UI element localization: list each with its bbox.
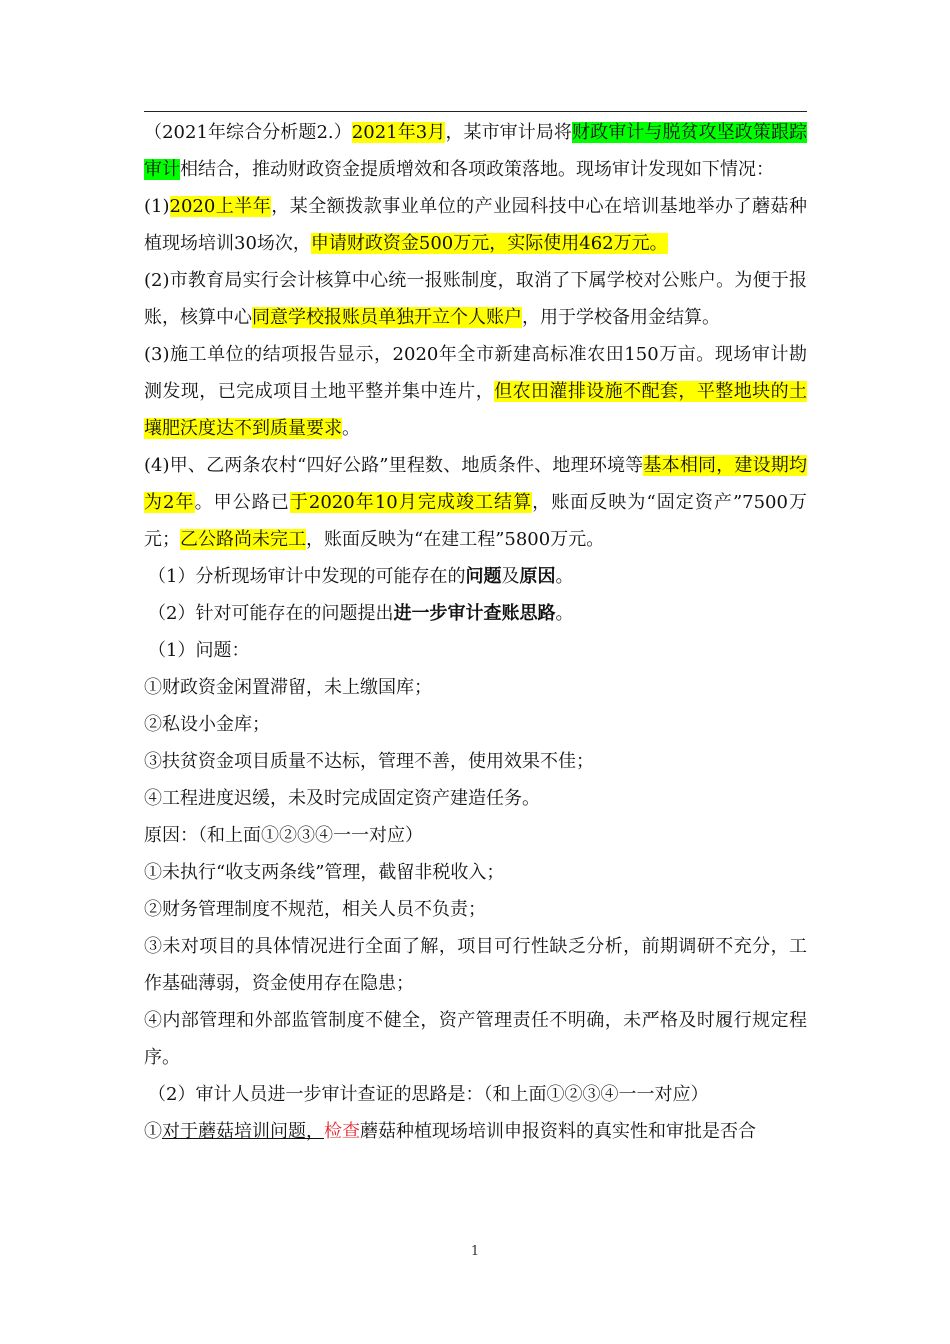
highlight: 于2020年10月完成竣工结算 [289, 492, 533, 513]
problem-item: ④工程进度迟缓，未及时完成固定资产建造任务。 [144, 788, 540, 809]
problem-item: ①财政资金闲置滞留，未上缴国库； [144, 677, 432, 698]
problem-item: ②私设小金库； [144, 714, 270, 735]
highlight: 乙公路尚未完工 [180, 529, 306, 550]
question-intro: （2021年综合分析题2.）2021年3月，某市审计局将财政审计与脱贫攻坚政策跟踪审计相结合，推动财政资金提质增效和各项政策落地。现场审计发现如下情况： [144, 122, 808, 180]
highlight-date: 2021年3月 [351, 122, 446, 143]
reason-item: ①未执行“收支两条线”管理，截留非税收入； [144, 862, 505, 883]
case-2: (2)市教育局实行会计核算中心统一报账制度，取消了下属学校对公账户。为便于报账，核算中心同意学校报账员单独开立个人账户，用于学校备用金结算。 [144, 270, 807, 328]
ideas-heading: （2）审计人员进一步审计查证的思路是：（和上面①②③④一一对应） [148, 1084, 709, 1105]
reason-item: ④内部管理和外部监管制度不健全，资产管理责任不明确，未严格及时履行规定程序。 [144, 1010, 807, 1068]
reason-item: ②财务管理制度不规范，相关人员不负责； [144, 899, 486, 920]
problems-heading: （1）问题： [148, 640, 250, 661]
highlight: 2020上半年 [169, 196, 272, 217]
reasons-heading: 原因：（和上面①②③④一一对应） [144, 825, 423, 846]
highlight: 同意学校报账员单独开立个人账户 [252, 307, 522, 328]
underlined-text: 对于蘑菇培训问题， [162, 1121, 324, 1142]
document-body [144, 114, 807, 1150]
page-number: 1 [470, 1244, 480, 1259]
header-rule [144, 111, 807, 112]
idea-item: ①对于蘑菇培训问题，检查蘑菇种植现场培训申报资料的真实性和审批是否合 [144, 1121, 756, 1142]
highlight-green: 财政审计与脱贫攻坚政策跟踪审计 [144, 122, 808, 180]
reason-item: ③未对项目的具体情况进行全面了解，项目可行性缺乏分析，前期调研不充分，工作基础薄弱，资金使用存在隐患； [144, 936, 807, 994]
highlight: 申请财政资金500万元，实际使用462万元。 [310, 233, 668, 254]
case-3: (3)施工单位的结项报告显示，2020年全市新建高标准农田150万亩。现场审计勘测发现，已完成项目土地平整并集中连片，但农田灌排设施不配套，平整地块的土壤肥沃度达不到质量要求。 [144, 344, 807, 439]
highlight: 但农田灌排设施不配套，平整地块的土壤肥沃度达不到质量要求 [144, 381, 807, 439]
case-4: (4)甲、乙两条农村“四好公路”里程数、地质条件、地理环境等基本相同，建设期均为2年。甲公路已于2020年10月完成竣工结算，账面反映为“固定资产”7500万元；乙公路尚未完工，账面反映为“在建工程”5800万元。 [144, 455, 808, 550]
requirement-2: （2）针对可能存在的问题提出进一步审计查账思路。 [148, 603, 574, 624]
highlight: 基本相同，建设期均为2年 [144, 455, 807, 513]
problem-item: ③扶贫资金项目质量不达标，管理不善，使用效果不佳； [144, 751, 594, 772]
red-text: 检查 [324, 1121, 360, 1142]
requirement-1: （1）分析现场审计中发现的可能存在的问题及原因。 [148, 566, 574, 587]
case-1: (1)2020上半年，某全额拨款事业单位的产业园科技中心在培训基地举办了蘑菇种植现场培训30场次，申请财政资金500万元，实际使用462万元。 [144, 196, 808, 254]
